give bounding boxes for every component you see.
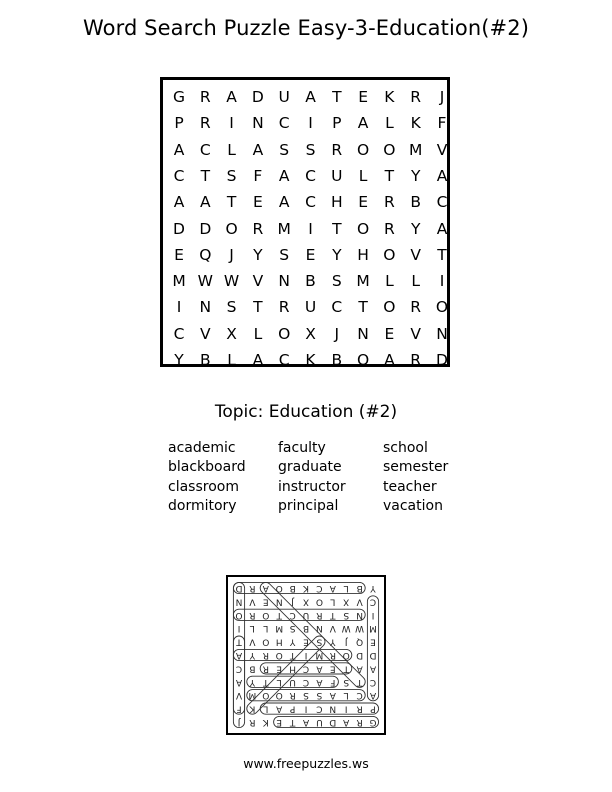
grid-letter: Y xyxy=(410,166,421,185)
solution-letter: S xyxy=(316,636,323,647)
word-list-item: teacher xyxy=(383,478,437,495)
grid-letter: M xyxy=(356,272,370,291)
grid-letter: Y xyxy=(174,351,184,369)
grid-letter: O xyxy=(356,140,370,159)
solution-letter: N xyxy=(356,609,363,620)
solution-letter: V xyxy=(356,596,363,607)
solution-letter: C xyxy=(302,676,310,687)
solution-letter: A xyxy=(302,717,310,727)
grid-letter: O xyxy=(225,219,238,238)
solution-letter: R xyxy=(356,717,363,727)
solution-letter: R xyxy=(262,650,269,660)
grid-letter: B xyxy=(199,351,211,369)
solution-letter: T xyxy=(343,663,349,674)
solution-letter: A xyxy=(276,703,283,714)
grid-letter: Y xyxy=(332,245,342,264)
grid-letter: K xyxy=(410,114,421,133)
grid-letter: F xyxy=(437,114,447,133)
grid-letter: A xyxy=(436,166,448,185)
grid-letter: I xyxy=(176,298,182,317)
solution-letter: V xyxy=(235,690,243,701)
grid-letter: A xyxy=(252,140,264,159)
solution-letter: H xyxy=(275,636,283,647)
solution-letter: V xyxy=(329,623,336,634)
solution-letter: A xyxy=(329,690,336,701)
grid-letter: T xyxy=(332,219,342,238)
grid-letter: N xyxy=(357,324,369,343)
grid-letter: C xyxy=(173,324,185,343)
solution-letter: D xyxy=(329,717,337,727)
topic-heading: Topic: Education (#2) xyxy=(214,402,398,422)
solution-letter: M xyxy=(275,623,284,634)
solution-letter: P xyxy=(289,703,296,714)
solution-letter: A xyxy=(329,583,336,593)
puzzle-grid xyxy=(160,77,450,367)
solution-letter: G xyxy=(369,717,377,727)
solution-letter: T xyxy=(330,609,336,620)
grid-letter: T xyxy=(226,193,237,212)
solution-letter: E xyxy=(276,717,283,727)
grid-letter: A xyxy=(278,166,290,185)
solution-letter: T xyxy=(276,609,282,620)
grid-letter: J xyxy=(439,88,445,106)
grid-letter: O xyxy=(278,324,291,343)
grid-letter: C xyxy=(278,114,290,133)
grid-letter: C xyxy=(331,298,343,317)
grid-letter: D xyxy=(436,351,448,369)
grid-letter: G xyxy=(172,88,185,106)
solution-letter: T xyxy=(289,717,296,727)
grid-letter: A xyxy=(436,219,448,238)
solution-letter: T xyxy=(356,676,363,687)
grid-letter: O xyxy=(383,298,396,317)
grid-letter: A xyxy=(252,351,264,369)
grid-letter: L xyxy=(358,166,368,185)
solution-letter: N xyxy=(235,596,243,607)
grid-letter: R xyxy=(384,219,395,238)
grid-letter: E xyxy=(305,245,316,264)
solution-letter: C xyxy=(302,663,310,674)
grid-letter: I xyxy=(439,272,445,291)
grid-letter: A xyxy=(357,114,369,133)
solution-letter: H xyxy=(289,663,296,674)
solution-letter: R xyxy=(249,717,256,727)
grid-letter: I xyxy=(229,114,234,133)
grid-letter: C xyxy=(199,140,211,159)
grid-letter: O xyxy=(356,219,370,238)
solution-letter: O xyxy=(262,609,270,620)
grid-letter: R xyxy=(199,114,211,133)
solution-letter: A xyxy=(235,650,243,660)
solution-letter: N xyxy=(316,623,323,634)
grid-letter: O xyxy=(383,140,396,159)
solution-letter: L xyxy=(330,596,336,607)
solution-letter: M xyxy=(369,623,377,634)
grid-letter: B xyxy=(410,193,421,212)
grid-letter: Q xyxy=(199,245,212,264)
grid-letter: D xyxy=(251,88,264,106)
solution-letter: S xyxy=(316,690,323,701)
solution-letter: E xyxy=(262,596,269,607)
solution-letter: O xyxy=(315,596,323,607)
solution-letter: X xyxy=(343,596,350,607)
solution-letter: R xyxy=(249,609,256,620)
footer-website: www.freepuzzles.ws xyxy=(243,756,369,771)
solution-letter: C xyxy=(369,676,377,687)
grid-letter: V xyxy=(252,272,264,291)
solution-letter: B xyxy=(249,663,256,674)
word-list-item: vacation xyxy=(383,497,443,514)
grid-letter: A xyxy=(226,88,237,106)
grid-letter: V xyxy=(436,140,448,159)
solution-letter: S xyxy=(303,690,309,701)
grid-letter: A xyxy=(384,351,395,369)
solution-letter: B xyxy=(356,583,363,593)
grid-letter: R xyxy=(278,298,290,317)
solution-letter: Y xyxy=(249,676,256,687)
solution-letter: Q xyxy=(356,636,364,647)
grid-letter: L xyxy=(227,351,236,369)
grid-letter: V xyxy=(410,324,421,343)
grid-letter: L xyxy=(385,272,394,291)
solution-letter: I xyxy=(304,650,308,660)
solution-letter: A xyxy=(235,676,243,687)
word-list-item: school xyxy=(383,440,428,456)
grid-letter: E xyxy=(252,193,263,212)
solution-letter: O xyxy=(275,650,283,660)
solution-letter: L xyxy=(249,623,255,634)
solution-letter: C xyxy=(235,663,243,674)
solution-letter: R xyxy=(289,690,296,701)
grid-letter: T xyxy=(332,88,342,106)
grid-letter: S xyxy=(305,140,316,159)
grid-letter: J xyxy=(229,245,234,264)
grid-letter: D xyxy=(199,219,212,238)
word-column-2 xyxy=(278,439,346,516)
solution-letter: E xyxy=(329,663,336,674)
solution-letter: N xyxy=(275,596,283,607)
solution-letter: A xyxy=(316,676,323,687)
grid-letter: N xyxy=(199,298,212,317)
solution-letter: S xyxy=(343,609,350,620)
grid-letter: A xyxy=(173,193,185,212)
grid-letter: C xyxy=(436,193,448,212)
grid-letter: C xyxy=(278,351,290,369)
solution-letter: E xyxy=(276,663,283,674)
solution-letter: A xyxy=(369,690,377,701)
solution-letter: W xyxy=(341,623,351,634)
grid-letter: D xyxy=(173,219,185,238)
word-column-3 xyxy=(383,439,448,516)
solution-letter: R xyxy=(262,663,269,674)
solution-letter: J xyxy=(291,596,294,607)
grid-letter: Y xyxy=(253,245,263,264)
solution-letter: T xyxy=(236,636,242,647)
solution-letter: U xyxy=(289,676,296,687)
solution-letter: C xyxy=(316,703,323,714)
solution-letter: R xyxy=(249,583,256,593)
grid-letter: P xyxy=(332,114,342,133)
solution-letter: O xyxy=(262,636,270,647)
grid-letter: E xyxy=(384,324,395,343)
grid-letter: L xyxy=(411,272,420,291)
grid-letter: O xyxy=(435,298,449,317)
solution-letter: R xyxy=(356,703,363,714)
grid-letter: B xyxy=(305,272,316,291)
solution-letter: A xyxy=(369,663,377,674)
solution-letter: U xyxy=(302,609,310,620)
grid-letter: X xyxy=(305,324,316,343)
grid-letter: T xyxy=(358,298,368,317)
solution-letter: E xyxy=(303,636,309,647)
grid-letter: R xyxy=(410,351,422,369)
grid-letter: N xyxy=(278,272,290,291)
solution-letter: L xyxy=(276,676,282,687)
solution-letter: M xyxy=(248,690,257,701)
grid-letter: R xyxy=(331,140,343,159)
solution-letter: K xyxy=(262,717,269,727)
grid-letter: B xyxy=(331,351,343,369)
grid-letter: E xyxy=(174,245,184,264)
solution-letter: O xyxy=(275,583,283,593)
grid-letter: L xyxy=(385,114,394,133)
grid-letter: F xyxy=(253,166,263,185)
word-list-item: blackboard xyxy=(168,459,246,476)
word-list-item: classroom xyxy=(168,478,239,495)
solution-letter: A xyxy=(343,717,350,727)
word-list-item: instructor xyxy=(278,478,346,495)
grid-letter: R xyxy=(410,88,422,106)
solution-letter: I xyxy=(237,623,241,634)
solution-letter: Y xyxy=(289,636,296,647)
grid-letter: O xyxy=(356,351,370,369)
grid-letter: U xyxy=(278,88,290,106)
grid-letter: R xyxy=(252,219,264,238)
solution-letter: D xyxy=(369,650,377,660)
solution-letter: W xyxy=(355,623,365,634)
grid-letter: A xyxy=(173,140,185,159)
grid-letter: S xyxy=(279,140,290,159)
grid-letter: T xyxy=(200,166,211,185)
word-list-item: dormitory xyxy=(168,497,237,514)
solution-letter: E xyxy=(370,636,376,647)
solution-letter: O xyxy=(342,650,350,660)
grid-letter: P xyxy=(174,114,184,133)
solution-letter: C xyxy=(289,609,296,620)
solution-letter: T xyxy=(289,650,296,660)
grid-letter: N xyxy=(436,324,448,343)
solution-letter: O xyxy=(235,609,243,620)
solution-letter: B xyxy=(302,623,310,634)
solution-letter: D xyxy=(356,650,364,660)
solution-letter: R xyxy=(316,609,323,620)
answer-circle xyxy=(244,634,327,717)
grid-letter: V xyxy=(410,245,421,264)
grid-letter: C xyxy=(173,166,185,185)
grid-letter: V xyxy=(199,324,211,343)
solution-letter: F xyxy=(330,676,336,687)
solution-letter: S xyxy=(343,676,350,687)
grid-letter: M xyxy=(172,272,186,291)
grid-letter: H xyxy=(357,245,369,264)
solution-letter: L xyxy=(263,703,269,714)
grid-letter: S xyxy=(331,272,342,291)
page-title: Word Search Puzzle Easy-3-Education(#2) xyxy=(83,16,529,40)
word-column-1 xyxy=(168,439,246,516)
solution-letter: I xyxy=(371,609,375,620)
grid-letter: T xyxy=(253,298,263,317)
grid-letter: T xyxy=(384,166,395,185)
solution-letter: A xyxy=(356,663,363,674)
solution-letter: B xyxy=(289,583,296,593)
grid-letter: X xyxy=(226,324,237,343)
answer-circle xyxy=(258,580,368,690)
solution-letter: I xyxy=(304,703,308,714)
grid-letter: O xyxy=(383,245,396,264)
grid-letter: R xyxy=(384,193,395,212)
grid-letter: I xyxy=(308,114,313,133)
grid-letter: K xyxy=(384,88,395,106)
solution-letter: J xyxy=(344,636,348,647)
grid-letter: K xyxy=(305,351,316,369)
grid-letter: C xyxy=(305,166,316,185)
grid-letter: N xyxy=(252,114,264,133)
solution-letter: Y xyxy=(249,650,256,660)
solution-letter: M xyxy=(315,650,324,660)
grid-letter: S xyxy=(226,298,237,317)
solution-letter: K xyxy=(303,583,309,593)
word-list-item: academic xyxy=(168,440,236,456)
solution-letter: L xyxy=(343,690,349,701)
grid-letter: E xyxy=(358,88,368,106)
grid-letter: E xyxy=(358,193,368,212)
grid-letter: C xyxy=(305,193,316,212)
solution-letter: N xyxy=(329,703,337,714)
grid-letter: A xyxy=(199,193,211,212)
grid-letter: M xyxy=(409,140,423,159)
grid-letter: R xyxy=(410,298,422,317)
solution-letter: O xyxy=(275,690,283,701)
solution-letter: X xyxy=(302,596,310,607)
solution-letter: C xyxy=(369,596,377,607)
solution-letter: Y xyxy=(370,583,376,593)
grid-letter: Y xyxy=(410,219,421,238)
solution-letter: A xyxy=(316,663,323,674)
solution-grid xyxy=(226,575,386,735)
word-list-item: semester xyxy=(383,459,449,476)
solution-letter: R xyxy=(329,650,336,660)
grid-letter: U xyxy=(304,298,317,317)
grid-letter: S xyxy=(226,166,237,185)
solution-letter: V xyxy=(249,596,256,607)
grid-letter: U xyxy=(331,166,343,185)
grid-letter: T xyxy=(437,245,447,264)
grid-letter: L xyxy=(227,140,236,159)
solution-letter: C xyxy=(356,690,363,701)
solution-letter: F xyxy=(236,703,242,714)
word-list-item: graduate xyxy=(278,459,342,476)
solution-letter: Y xyxy=(330,636,336,647)
solution-letter: O xyxy=(262,690,270,701)
word-list-item: faculty xyxy=(278,440,326,456)
grid-letter: A xyxy=(305,88,316,106)
solution-letter: A xyxy=(262,583,269,593)
grid-letter: A xyxy=(278,193,290,212)
solution-letter: D xyxy=(235,583,243,593)
grid-letter: W xyxy=(197,272,213,291)
grid-letter: L xyxy=(253,324,263,343)
grid-letter: W xyxy=(223,272,240,291)
grid-letter: H xyxy=(330,193,343,212)
solution-letter: K xyxy=(249,703,256,714)
solution-letter: P xyxy=(370,703,376,714)
solution-letter: C xyxy=(316,583,323,593)
word-list-item: principal xyxy=(278,497,339,514)
solution-letter: J xyxy=(237,717,241,727)
grid-letter: R xyxy=(199,88,211,106)
solution-letter: S xyxy=(289,623,296,634)
grid-letter: S xyxy=(279,245,290,264)
solution-letter: U xyxy=(316,717,323,727)
grid-letter: I xyxy=(308,219,313,238)
solution-letter: V xyxy=(249,636,256,647)
solution-letter: I xyxy=(344,703,348,714)
grid-letter: J xyxy=(334,324,340,343)
solution-letter: L xyxy=(263,623,269,634)
solution-letter: L xyxy=(343,583,349,593)
solution-letter: T xyxy=(263,676,269,687)
solution-grid-drawing xyxy=(228,577,384,733)
grid-letter: M xyxy=(277,219,291,238)
